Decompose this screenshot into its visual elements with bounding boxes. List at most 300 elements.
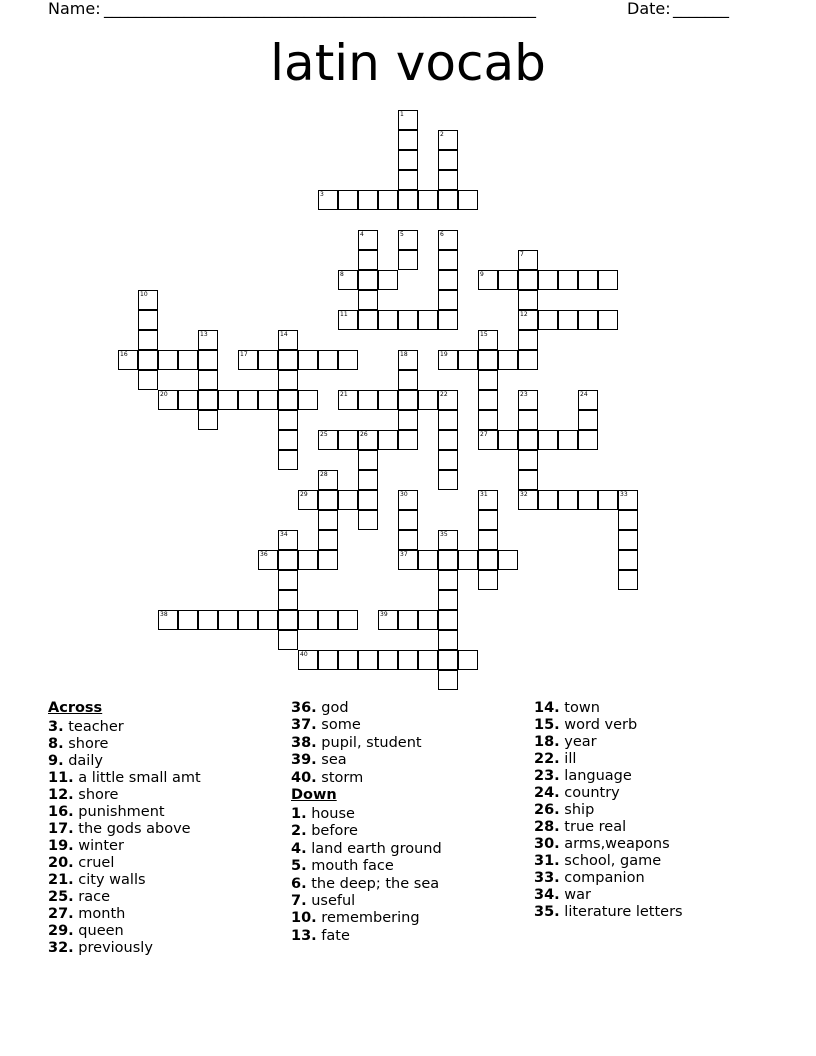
grid-cell[interactable] xyxy=(438,670,458,690)
clue-item-number: 13. xyxy=(291,927,317,944)
grid-cell[interactable] xyxy=(618,570,638,590)
grid-cell[interactable] xyxy=(358,450,378,470)
grid-cell[interactable] xyxy=(558,310,578,330)
clue-item-text: punishment xyxy=(73,804,165,820)
grid-cell[interactable] xyxy=(438,290,458,310)
clue-item-number: 18. xyxy=(534,734,560,750)
grid-cell[interactable] xyxy=(558,270,578,290)
clue-number: 27 xyxy=(480,431,488,438)
grid-cell[interactable] xyxy=(418,650,438,670)
name-line[interactable]: ______________________________________________________ xyxy=(104,0,536,18)
clue-item-text: language xyxy=(559,768,632,784)
clue-item-text: true real xyxy=(559,819,627,835)
date-line[interactable]: _______ xyxy=(673,0,729,18)
clue-number: 28 xyxy=(320,471,328,478)
grid-cell[interactable] xyxy=(518,470,538,490)
grid-cell[interactable] xyxy=(278,370,298,390)
clue-item-text: war xyxy=(559,887,592,903)
grid-cell[interactable] xyxy=(358,470,378,490)
clue-item-number: 1. xyxy=(291,806,307,822)
clue-item-text: cruel xyxy=(73,855,115,871)
clue-item xyxy=(291,700,349,716)
clue-number: 9 xyxy=(480,271,484,278)
grid-cell[interactable] xyxy=(278,570,298,590)
clue-item-number: 7. xyxy=(291,893,307,909)
grid-cell[interactable] xyxy=(578,410,598,430)
grid-cell[interactable] xyxy=(618,550,638,570)
grid-cell[interactable] xyxy=(318,650,338,670)
grid-cell[interactable] xyxy=(518,430,538,450)
clue-item-number: 40. xyxy=(291,769,317,786)
grid-cell[interactable] xyxy=(538,490,558,510)
grid-cell[interactable] xyxy=(158,350,178,370)
clue-item-number: 26. xyxy=(534,802,560,818)
clue-item-text: literature letters xyxy=(559,904,683,920)
grid-cell[interactable] xyxy=(418,310,438,330)
grid-cell[interactable] xyxy=(378,430,398,450)
grid-cell[interactable] xyxy=(318,550,338,570)
clue-item-number: 30. xyxy=(534,836,560,852)
grid-cell[interactable] xyxy=(458,550,478,570)
grid-cell[interactable] xyxy=(438,190,458,210)
clue-number: 24 xyxy=(580,391,588,398)
clue-number: 8 xyxy=(340,271,344,278)
clue-item-number: 32. xyxy=(48,940,74,956)
clue-item-number: 17. xyxy=(48,821,74,837)
clue-number: 23 xyxy=(520,391,528,398)
clue-item-number: 4. xyxy=(291,840,307,857)
grid-cell[interactable] xyxy=(418,550,438,570)
clue-item-text: winter xyxy=(73,838,124,854)
clue-item-text: daily xyxy=(63,753,103,769)
grid-cell[interactable] xyxy=(338,190,358,210)
grid-cell[interactable] xyxy=(338,610,358,630)
clue-item xyxy=(48,838,124,854)
grid-cell[interactable] xyxy=(438,310,458,330)
grid-cell[interactable] xyxy=(198,410,218,430)
grid-cell[interactable] xyxy=(358,290,378,310)
grid-cell[interactable] xyxy=(338,430,358,450)
clue-number: 11 xyxy=(340,311,348,318)
across-heading: Across xyxy=(48,700,103,716)
grid-cell[interactable] xyxy=(478,370,498,390)
clue-item xyxy=(48,855,114,871)
grid-cell[interactable] xyxy=(438,410,458,430)
grid-cell[interactable] xyxy=(438,270,458,290)
clue-item xyxy=(534,887,591,903)
grid-cell[interactable] xyxy=(398,170,418,190)
grid-cell[interactable] xyxy=(438,150,458,170)
grid-cell[interactable] xyxy=(318,610,338,630)
grid-cell[interactable] xyxy=(518,410,538,430)
clue-item-text: sea xyxy=(316,752,347,769)
grid-cell[interactable] xyxy=(518,450,538,470)
grid-cell[interactable] xyxy=(318,490,338,510)
clue-item xyxy=(534,802,594,818)
grid-cell[interactable] xyxy=(398,310,418,330)
clue-item-number: 6. xyxy=(291,875,307,892)
grid-cell[interactable] xyxy=(238,610,258,630)
clue-item xyxy=(48,770,201,786)
clue-item xyxy=(291,823,358,839)
grid-cell[interactable] xyxy=(298,550,318,570)
grid-cell[interactable] xyxy=(538,270,558,290)
grid-cell[interactable] xyxy=(438,570,458,590)
grid-cell[interactable] xyxy=(418,610,438,630)
clue-number: 2 xyxy=(440,131,444,138)
clue-item-text: teacher xyxy=(63,719,124,735)
grid-cell[interactable] xyxy=(518,290,538,310)
grid-cell[interactable] xyxy=(198,390,218,410)
clue-item-text: shore xyxy=(73,787,119,803)
clue-item-number: 5. xyxy=(291,858,307,875)
grid-cell[interactable] xyxy=(438,650,458,670)
clue-item-number: 28. xyxy=(534,819,560,835)
clue-number: 36 xyxy=(260,551,268,558)
grid-cell[interactable] xyxy=(398,190,418,210)
grid-cell[interactable] xyxy=(278,550,298,570)
grid-cell[interactable] xyxy=(478,530,498,550)
grid-cell[interactable] xyxy=(558,430,578,450)
grid-cell[interactable] xyxy=(438,170,458,190)
clue-number: 25 xyxy=(320,431,328,438)
clue-item-text: companion xyxy=(559,870,645,886)
clue-item-text: pupil, student xyxy=(316,734,422,751)
clue-item xyxy=(291,717,361,733)
clue-item-number: 39. xyxy=(291,752,317,769)
clue-item-text: queen xyxy=(73,923,124,939)
grid-cell[interactable] xyxy=(578,310,598,330)
clue-item-number: 31. xyxy=(534,853,560,869)
grid-cell[interactable] xyxy=(218,610,238,630)
clue-item-number: 14. xyxy=(534,700,560,716)
clue-item xyxy=(534,751,576,767)
clue-number: 6 xyxy=(440,231,444,238)
clue-item-number: 21. xyxy=(48,872,74,888)
grid-cell[interactable] xyxy=(478,570,498,590)
grid-cell[interactable] xyxy=(358,250,378,270)
clue-item xyxy=(291,752,347,768)
clue-item xyxy=(48,940,153,956)
grid-cell[interactable] xyxy=(278,630,298,650)
grid-cell[interactable] xyxy=(178,610,198,630)
clue-number: 35 xyxy=(440,531,448,538)
grid-cell[interactable] xyxy=(398,250,418,270)
clue-number: 13 xyxy=(200,331,208,338)
clue-item xyxy=(534,717,637,733)
clue-number: 16 xyxy=(120,351,128,358)
clue-item-number: 37. xyxy=(291,717,317,734)
clue-item-number: 35. xyxy=(534,904,560,920)
clue-item-number: 2. xyxy=(291,823,307,840)
grid-cell[interactable] xyxy=(458,350,478,370)
clue-item-number: 23. xyxy=(534,768,560,784)
clue-number: 1 xyxy=(400,111,404,118)
clue-item xyxy=(48,923,124,939)
grid-cell[interactable] xyxy=(198,370,218,390)
clue-number: 30 xyxy=(400,491,408,498)
grid-cell[interactable] xyxy=(438,590,458,610)
grid-cell[interactable] xyxy=(438,430,458,450)
clue-item xyxy=(48,804,165,820)
grid-cell[interactable] xyxy=(398,610,418,630)
clue-number: 21 xyxy=(340,391,348,398)
grid-cell[interactable] xyxy=(258,390,278,410)
grid-cell[interactable] xyxy=(358,490,378,510)
grid-cell[interactable] xyxy=(298,610,318,630)
clue-item-number: 38. xyxy=(291,734,317,751)
clue-item xyxy=(534,734,597,750)
grid-cell[interactable] xyxy=(278,350,298,370)
grid-cell[interactable] xyxy=(218,390,238,410)
grid-cell[interactable] xyxy=(418,190,438,210)
clue-item-number: 11. xyxy=(48,770,74,786)
clue-item xyxy=(534,785,620,801)
clue-item-text: before xyxy=(306,823,358,840)
grid-cell[interactable] xyxy=(518,270,538,290)
grid-cell[interactable] xyxy=(498,430,518,450)
clue-item-number: 24. xyxy=(534,785,560,801)
grid-cell[interactable] xyxy=(458,650,478,670)
grid-cell[interactable] xyxy=(258,610,278,630)
clue-item xyxy=(291,770,363,786)
clue-item-number: 22. xyxy=(534,751,560,767)
grid-cell[interactable] xyxy=(138,310,158,330)
grid-cell[interactable] xyxy=(478,550,498,570)
clue-number: 33 xyxy=(620,491,628,498)
clue-item-text: god xyxy=(316,700,349,716)
clue-item-number: 8. xyxy=(48,736,64,752)
grid-cell[interactable] xyxy=(298,390,318,410)
grid-cell[interactable] xyxy=(278,450,298,470)
grid-cell[interactable] xyxy=(278,610,298,630)
grid-cell[interactable] xyxy=(178,390,198,410)
clue-item-text: storm xyxy=(316,769,364,786)
grid-cell[interactable] xyxy=(278,430,298,450)
clue-item-text: fate xyxy=(316,927,350,944)
grid-cell[interactable] xyxy=(518,350,538,370)
clue-item xyxy=(534,768,632,784)
clue-item xyxy=(291,735,422,751)
grid-cell[interactable] xyxy=(178,350,198,370)
grid-cell[interactable] xyxy=(598,270,618,290)
clue-number: 32 xyxy=(520,491,528,498)
clue-item xyxy=(534,904,683,920)
clue-item-text: the gods above xyxy=(73,821,191,837)
clue-item xyxy=(291,858,394,874)
clue-item-text: race xyxy=(73,889,111,905)
clue-number: 22 xyxy=(440,391,448,398)
date-label: Date: xyxy=(627,0,671,18)
grid-cell[interactable] xyxy=(258,350,278,370)
clue-item xyxy=(48,787,118,803)
clue-item xyxy=(48,736,108,752)
clue-item-text: year xyxy=(559,734,597,750)
clue-item xyxy=(48,821,191,837)
clue-number: 39 xyxy=(380,611,388,618)
clue-item-number: 12. xyxy=(48,787,74,803)
clue-item-text: city walls xyxy=(73,872,146,888)
grid-cell[interactable] xyxy=(398,130,418,150)
clue-number: 31 xyxy=(480,491,488,498)
grid-cell[interactable] xyxy=(378,310,398,330)
grid-cell[interactable] xyxy=(138,350,158,370)
clue-item-number: 10. xyxy=(291,910,317,927)
grid-cell[interactable] xyxy=(438,450,458,470)
grid-cell[interactable] xyxy=(578,270,598,290)
grid-cell[interactable] xyxy=(498,270,518,290)
clue-number: 29 xyxy=(300,491,308,498)
grid-cell[interactable] xyxy=(538,430,558,450)
grid-cell[interactable] xyxy=(498,350,518,370)
clue-item-number: 20. xyxy=(48,855,74,871)
clue-number: 17 xyxy=(240,351,248,358)
grid-cell[interactable] xyxy=(438,550,458,570)
grid-cell[interactable] xyxy=(358,270,378,290)
grid-cell[interactable] xyxy=(378,390,398,410)
grid-cell[interactable] xyxy=(398,410,418,430)
clue-number: 40 xyxy=(300,651,308,658)
clue-item-number: 27. xyxy=(48,906,74,922)
grid-cell[interactable] xyxy=(498,550,518,570)
clue-item xyxy=(48,872,146,888)
down-heading: Down xyxy=(291,787,337,803)
grid-cell[interactable] xyxy=(598,310,618,330)
grid-cell[interactable] xyxy=(398,510,418,530)
clue-item-text: remembering xyxy=(316,910,420,927)
clue-number: 18 xyxy=(400,351,408,358)
grid-cell[interactable] xyxy=(418,390,438,410)
clue-item-number: 29. xyxy=(48,923,74,939)
grid-cell[interactable] xyxy=(378,650,398,670)
clue-item xyxy=(534,819,626,835)
grid-cell[interactable] xyxy=(198,610,218,630)
clue-number: 3 xyxy=(320,191,324,198)
grid-cell[interactable] xyxy=(318,350,338,370)
clue-item-text: a little small amt xyxy=(73,770,201,786)
clue-item xyxy=(291,893,355,909)
clue-item xyxy=(48,753,103,769)
clue-item-number: 33. xyxy=(534,870,560,886)
grid-cell[interactable] xyxy=(398,370,418,390)
clue-item-text: some xyxy=(316,717,361,734)
clue-number: 38 xyxy=(160,611,168,618)
name-label: Name: xyxy=(48,0,101,18)
grid-cell[interactable] xyxy=(238,390,258,410)
clue-number: 10 xyxy=(140,291,148,298)
grid-cell[interactable] xyxy=(358,650,378,670)
grid-cell[interactable] xyxy=(358,190,378,210)
grid-cell[interactable] xyxy=(138,330,158,350)
grid-cell[interactable] xyxy=(278,410,298,430)
clue-item-number: 36. xyxy=(291,700,317,716)
clue-item-text: previously xyxy=(73,940,153,956)
grid-cell[interactable] xyxy=(458,190,478,210)
grid-cell[interactable] xyxy=(398,650,418,670)
grid-cell[interactable] xyxy=(478,510,498,530)
clue-number: 15 xyxy=(480,331,488,338)
grid-cell[interactable] xyxy=(358,510,378,530)
clue-number: 37 xyxy=(400,551,408,558)
clue-number: 4 xyxy=(360,231,364,238)
clue-item xyxy=(291,841,442,857)
clue-number: 34 xyxy=(280,531,288,538)
grid-cell[interactable] xyxy=(398,430,418,450)
grid-cell[interactable] xyxy=(378,270,398,290)
clue-item-number: 16. xyxy=(48,804,74,820)
grid-cell[interactable] xyxy=(338,490,358,510)
grid-cell[interactable] xyxy=(578,430,598,450)
clue-item xyxy=(48,889,110,905)
grid-cell[interactable] xyxy=(618,530,638,550)
grid-cell[interactable] xyxy=(478,350,498,370)
clue-item-text: school, game xyxy=(559,853,662,869)
clue-item-number: 15. xyxy=(534,717,560,733)
grid-cell[interactable] xyxy=(438,610,458,630)
grid-cell[interactable] xyxy=(538,310,558,330)
grid-cell[interactable] xyxy=(438,250,458,270)
grid-cell[interactable] xyxy=(558,490,578,510)
grid-cell[interactable] xyxy=(358,310,378,330)
clue-number: 19 xyxy=(440,351,448,358)
clue-item-text: useful xyxy=(306,893,356,909)
clue-number: 7 xyxy=(520,251,524,258)
clue-number: 14 xyxy=(280,331,288,338)
clue-item-text: word verb xyxy=(559,717,638,733)
clue-item xyxy=(291,876,439,892)
grid-cell[interactable] xyxy=(438,630,458,650)
grid-cell[interactable] xyxy=(578,490,598,510)
clue-item-text: country xyxy=(559,785,620,801)
grid-cell[interactable] xyxy=(398,390,418,410)
page-title: latin vocab xyxy=(270,34,546,92)
grid-cell[interactable] xyxy=(278,590,298,610)
grid-cell[interactable] xyxy=(338,350,358,370)
clue-item xyxy=(48,906,125,922)
grid-cell[interactable] xyxy=(138,370,158,390)
clue-item-number: 19. xyxy=(48,838,74,854)
grid-cell[interactable] xyxy=(518,330,538,350)
clue-number: 12 xyxy=(520,311,528,318)
clue-item-number: 9. xyxy=(48,753,64,769)
grid-cell[interactable] xyxy=(378,190,398,210)
clue-item xyxy=(291,928,350,944)
grid-cell[interactable] xyxy=(398,150,418,170)
grid-cell[interactable] xyxy=(278,390,298,410)
grid-cell[interactable] xyxy=(478,390,498,410)
grid-cell[interactable] xyxy=(298,350,318,370)
grid-cell[interactable] xyxy=(358,390,378,410)
grid-cell[interactable] xyxy=(598,490,618,510)
grid-cell[interactable] xyxy=(438,470,458,490)
clue-item-text: house xyxy=(306,806,355,822)
clue-item xyxy=(534,836,670,852)
clue-item-text: month xyxy=(73,906,126,922)
clue-item-text: shore xyxy=(63,736,109,752)
clue-item-number: 34. xyxy=(534,887,560,903)
grid-cell[interactable] xyxy=(618,510,638,530)
clue-item-text: the deep; the sea xyxy=(306,875,440,892)
clue-item-number: 3. xyxy=(48,719,64,735)
grid-cell[interactable] xyxy=(198,350,218,370)
grid-cell[interactable] xyxy=(318,530,338,550)
grid-cell[interactable] xyxy=(318,510,338,530)
grid-cell[interactable] xyxy=(338,650,358,670)
grid-cell[interactable] xyxy=(398,530,418,550)
clue-item xyxy=(534,870,645,886)
clue-number: 5 xyxy=(400,231,404,238)
grid-cell[interactable] xyxy=(478,410,498,430)
